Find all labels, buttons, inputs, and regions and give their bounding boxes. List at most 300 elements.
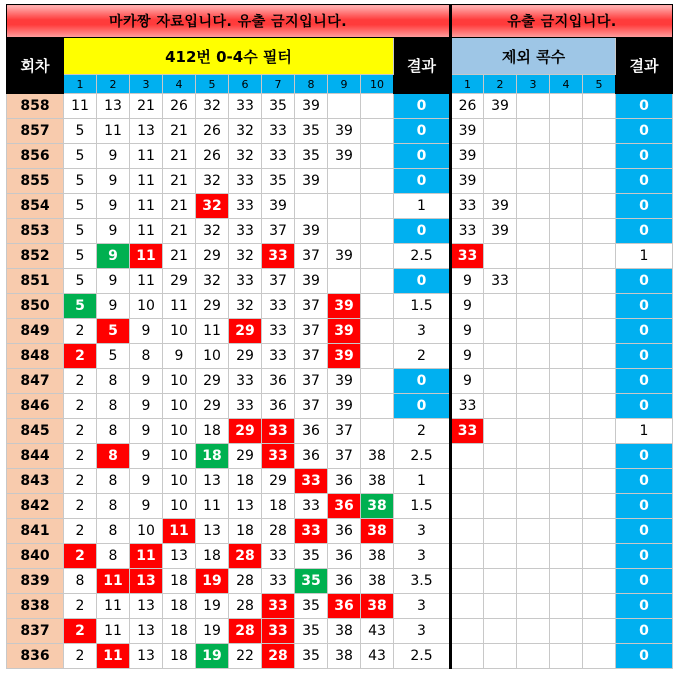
- filter-number-cell: 29: [163, 269, 196, 294]
- excluded-col-number: 3: [517, 75, 550, 94]
- result-header-2: 결과: [616, 38, 673, 94]
- filter-number-cell: [328, 94, 361, 119]
- filter-number-cell: 8: [97, 519, 130, 544]
- filter-number-cell: [328, 194, 361, 219]
- table-row: [7, 194, 673, 219]
- filter-number-cell: 36: [328, 569, 361, 594]
- filter-number-cell: 11: [196, 319, 229, 344]
- excluded-number-cell: [583, 394, 616, 419]
- excluded-number-cell: [517, 569, 550, 594]
- result-cell-2: 0: [616, 619, 673, 644]
- filter-number-cell: 39: [328, 144, 361, 169]
- filter-number-cell: 9: [130, 494, 163, 519]
- filter-number-cell: 9: [130, 319, 163, 344]
- result-cell-2: 0: [616, 94, 673, 119]
- table-row: [7, 644, 673, 669]
- filter-number-cell: 35: [295, 594, 328, 619]
- filter-number-cell: 37: [262, 269, 295, 294]
- filter-number-cell: 28: [229, 594, 262, 619]
- filter-number-cell: 37: [295, 244, 328, 269]
- filter-number-cell: 38: [361, 544, 394, 569]
- excluded-number-cell: [550, 219, 583, 244]
- excluded-number-cell: [550, 119, 583, 144]
- table-row: [7, 419, 673, 444]
- filter-number-cell: 19: [196, 569, 229, 594]
- table-row: [7, 369, 673, 394]
- filter-col-number: 9: [328, 75, 361, 94]
- filter-number-cell: 37: [295, 319, 328, 344]
- excluded-number-cell: [517, 94, 550, 119]
- excluded-number-cell: [484, 294, 517, 319]
- excluded-number-cell: [583, 619, 616, 644]
- filter-number-cell: 21: [163, 219, 196, 244]
- excluded-number-cell: [484, 544, 517, 569]
- filter-number-cell: 36: [262, 369, 295, 394]
- filter-number-cell: [361, 419, 394, 444]
- filter-col-number: 8: [295, 75, 328, 94]
- filter-number-cell: 32: [196, 269, 229, 294]
- excluded-number-cell: [517, 469, 550, 494]
- round-number: 851: [7, 269, 64, 294]
- excluded-number-cell: [550, 144, 583, 169]
- filter-number-cell: 21: [163, 194, 196, 219]
- filter-number-cell: 11: [130, 244, 163, 269]
- filter-number-cell: 26: [163, 94, 196, 119]
- filter-number-cell: 33: [229, 94, 262, 119]
- filter-number-cell: 36: [328, 494, 361, 519]
- filter-number-cell: 9: [130, 369, 163, 394]
- excluded-number-cell: 39: [451, 169, 484, 194]
- excluded-number-cell: [583, 444, 616, 469]
- filter-number-cell: 29: [229, 444, 262, 469]
- filter-number-cell: 8: [97, 469, 130, 494]
- filter-number-cell: 32: [196, 169, 229, 194]
- round-number: 845: [7, 419, 64, 444]
- filter-number-cell: 5: [64, 269, 97, 294]
- excluded-number-cell: [517, 294, 550, 319]
- filter-number-cell: 2: [64, 394, 97, 419]
- filter-number-cell: 2: [64, 344, 97, 369]
- filter-number-cell: [361, 319, 394, 344]
- filter-number-cell: 39: [262, 194, 295, 219]
- filter-number-cell: 35: [262, 169, 295, 194]
- filter-number-cell: 10: [196, 344, 229, 369]
- result-cell: 2.5: [394, 644, 451, 669]
- filter-number-cell: 13: [163, 544, 196, 569]
- filter-number-cell: 33: [262, 544, 295, 569]
- filter-number-cell: 38: [361, 469, 394, 494]
- excluded-number-cell: [517, 144, 550, 169]
- filter-number-cell: 33: [262, 119, 295, 144]
- result-cell-2: 0: [616, 494, 673, 519]
- filter-number-cell: 33: [262, 344, 295, 369]
- round-number: 846: [7, 394, 64, 419]
- filter-number-cell: [328, 169, 361, 194]
- result-cell-2: 0: [616, 644, 673, 669]
- filter-number-cell: 13: [229, 494, 262, 519]
- excluded-number-cell: [550, 494, 583, 519]
- filter-col-number: 10: [361, 75, 394, 94]
- excluded-number-cell: [517, 444, 550, 469]
- filter-col-number: 7: [262, 75, 295, 94]
- table-row: [7, 344, 673, 369]
- result-cell: 2.5: [394, 244, 451, 269]
- excluded-number-cell: [451, 569, 484, 594]
- filter-number-cell: 36: [262, 394, 295, 419]
- excluded-number-cell: [517, 594, 550, 619]
- filter-number-cell: 5: [64, 294, 97, 319]
- excluded-number-cell: [484, 569, 517, 594]
- table-row: [7, 619, 673, 644]
- excluded-number-cell: 39: [484, 194, 517, 219]
- result-cell: 2: [394, 344, 451, 369]
- filter-number-cell: 33: [262, 244, 295, 269]
- filter-number-cell: 33: [262, 569, 295, 594]
- filter-number-cell: 10: [163, 444, 196, 469]
- excluded-number-cell: [583, 269, 616, 294]
- round-number: 842: [7, 494, 64, 519]
- filter-number-cell: 29: [196, 369, 229, 394]
- filter-number-cell: 9: [97, 269, 130, 294]
- filter-number-cell: 18: [163, 594, 196, 619]
- filter-number-cell: [295, 194, 328, 219]
- result-cell-2: 0: [616, 594, 673, 619]
- filter-number-cell: 39: [328, 119, 361, 144]
- filter-number-cell: 29: [196, 394, 229, 419]
- filter-number-cell: 5: [97, 319, 130, 344]
- result-cell-2: 0: [616, 144, 673, 169]
- table-row: [7, 244, 673, 269]
- filter-number-cell: 29: [262, 469, 295, 494]
- filter-number-cell: 19: [196, 619, 229, 644]
- filter-col-number: 5: [196, 75, 229, 94]
- result-cell: 0: [394, 119, 451, 144]
- result-cell: 0: [394, 144, 451, 169]
- excluded-number-cell: [451, 544, 484, 569]
- result-cell: 3: [394, 319, 451, 344]
- filter-number-cell: 11: [97, 119, 130, 144]
- round-number: 850: [7, 294, 64, 319]
- filter-number-cell: 11: [97, 644, 130, 669]
- filter-number-cell: [328, 219, 361, 244]
- filter-number-cell: 18: [196, 419, 229, 444]
- filter-number-cell: 21: [163, 119, 196, 144]
- filter-number-cell: 39: [295, 94, 328, 119]
- filter-number-cell: 36: [328, 544, 361, 569]
- result-cell: 3.5: [394, 569, 451, 594]
- filter-number-cell: 5: [64, 144, 97, 169]
- excluded-number-cell: [583, 219, 616, 244]
- excluded-number-cell: [517, 644, 550, 669]
- excluded-number-cell: [550, 319, 583, 344]
- filter-number-cell: 11: [163, 519, 196, 544]
- result-cell: 1.5: [394, 494, 451, 519]
- result-cell: 0: [394, 269, 451, 294]
- filter-number-cell: 2: [64, 594, 97, 619]
- filter-number-cell: 9: [130, 394, 163, 419]
- excluded-number-cell: [484, 394, 517, 419]
- filter-number-cell: 2: [64, 444, 97, 469]
- round-number: 847: [7, 369, 64, 394]
- filter-number-cell: 5: [97, 344, 130, 369]
- excluded-number-cell: [550, 469, 583, 494]
- banner-right: 유출 금지입니다.: [451, 5, 673, 38]
- filter-number-cell: 18: [229, 469, 262, 494]
- excluded-number-cell: [583, 94, 616, 119]
- excluded-number-cell: 9: [451, 319, 484, 344]
- excluded-number-cell: [517, 369, 550, 394]
- excluded-number-cell: [517, 344, 550, 369]
- filter-number-cell: [361, 194, 394, 219]
- filter-number-cell: 22: [229, 644, 262, 669]
- excluded-number-cell: 39: [484, 219, 517, 244]
- filter-number-cell: 33: [262, 419, 295, 444]
- filter-number-cell: 33: [295, 469, 328, 494]
- filter-number-cell: 28: [262, 644, 295, 669]
- table-row: [7, 544, 673, 569]
- excluded-number-cell: [484, 169, 517, 194]
- table-row: [7, 569, 673, 594]
- excluded-number-cell: [583, 144, 616, 169]
- filter-number-cell: 29: [229, 419, 262, 444]
- filter-number-cell: 29: [229, 344, 262, 369]
- filter-number-cell: 39: [295, 219, 328, 244]
- excluded-number-cell: [550, 594, 583, 619]
- excluded-number-cell: 33: [484, 269, 517, 294]
- filter-number-cell: 18: [196, 544, 229, 569]
- filter-number-cell: 10: [163, 494, 196, 519]
- result-cell-2: 0: [616, 544, 673, 569]
- excluded-number-cell: [583, 369, 616, 394]
- filter-number-cell: 21: [163, 244, 196, 269]
- excluded-number-cell: [583, 644, 616, 669]
- excluded-number-cell: 33: [451, 244, 484, 269]
- result-cell: 3: [394, 544, 451, 569]
- filter-number-cell: [361, 269, 394, 294]
- excluded-number-cell: [517, 119, 550, 144]
- filter-number-cell: 38: [361, 494, 394, 519]
- filter-col-number: 6: [229, 75, 262, 94]
- filter-number-cell: 35: [295, 569, 328, 594]
- filter-number-cell: 9: [130, 469, 163, 494]
- excluded-number-cell: [550, 344, 583, 369]
- filter-number-cell: 5: [64, 119, 97, 144]
- excluded-number-cell: [451, 519, 484, 544]
- filter-number-cell: 11: [130, 544, 163, 569]
- excluded-number-cell: [583, 169, 616, 194]
- result-cell-2: 1: [616, 419, 673, 444]
- excluded-number-cell: [517, 244, 550, 269]
- filter-number-cell: 33: [229, 394, 262, 419]
- excluded-number-cell: [517, 419, 550, 444]
- result-cell: 0: [394, 94, 451, 119]
- filter-number-cell: 26: [196, 119, 229, 144]
- excluded-number-cell: [583, 569, 616, 594]
- excluded-number-cell: [550, 644, 583, 669]
- filter-number-cell: 11: [64, 94, 97, 119]
- filter-number-cell: [361, 94, 394, 119]
- filter-number-cell: 33: [295, 494, 328, 519]
- table-row: [7, 444, 673, 469]
- excluded-col-number: 2: [484, 75, 517, 94]
- table-row: [7, 394, 673, 419]
- filter-number-cell: 32: [229, 119, 262, 144]
- table-row: [7, 519, 673, 544]
- result-cell: 0: [394, 369, 451, 394]
- filter-number-cell: 10: [163, 419, 196, 444]
- filter-number-cell: 43: [361, 619, 394, 644]
- excluded-number-cell: [484, 469, 517, 494]
- result-cell: 1.5: [394, 294, 451, 319]
- filter-number-cell: 35: [295, 144, 328, 169]
- filter-col-number: 3: [130, 75, 163, 94]
- round-number: 857: [7, 119, 64, 144]
- filter-number-cell: 32: [229, 294, 262, 319]
- result-cell-2: 1: [616, 244, 673, 269]
- filter-number-cell: 2: [64, 369, 97, 394]
- filter-number-cell: [361, 244, 394, 269]
- filter-number-cell: 11: [196, 494, 229, 519]
- excluded-number-cell: [583, 119, 616, 144]
- filter-number-cell: 38: [328, 619, 361, 644]
- filter-number-cell: 37: [328, 444, 361, 469]
- filter-number-cell: 39: [328, 394, 361, 419]
- filter-number-cell: 11: [97, 569, 130, 594]
- excluded-number-cell: [484, 144, 517, 169]
- filter-number-cell: 21: [163, 169, 196, 194]
- round-number: 854: [7, 194, 64, 219]
- round-number: 853: [7, 219, 64, 244]
- filter-number-cell: 33: [262, 594, 295, 619]
- excluded-number-cell: [517, 619, 550, 644]
- excluded-number-cell: [451, 494, 484, 519]
- excluded-number-cell: [484, 319, 517, 344]
- filter-number-cell: 8: [97, 394, 130, 419]
- excluded-number-cell: 33: [451, 419, 484, 444]
- excluded-number-cell: [484, 344, 517, 369]
- excluded-number-cell: [517, 394, 550, 419]
- round-number: 852: [7, 244, 64, 269]
- filter-number-cell: 39: [295, 169, 328, 194]
- filter-title: 412번 0-4수 필터: [64, 38, 394, 75]
- filter-number-cell: 8: [130, 344, 163, 369]
- filter-col-number: 4: [163, 75, 196, 94]
- excluded-col-number: 5: [583, 75, 616, 94]
- filter-number-cell: 33: [229, 169, 262, 194]
- excluded-number-cell: [583, 544, 616, 569]
- result-cell-2: 0: [616, 219, 673, 244]
- excluded-number-cell: [517, 519, 550, 544]
- excluded-number-cell: [583, 419, 616, 444]
- filter-number-cell: 10: [130, 519, 163, 544]
- filter-number-cell: [361, 169, 394, 194]
- filter-number-cell: 2: [64, 469, 97, 494]
- filter-number-cell: [361, 219, 394, 244]
- excluded-number-cell: 26: [451, 94, 484, 119]
- result-cell-2: 0: [616, 469, 673, 494]
- excluded-number-cell: 9: [451, 344, 484, 369]
- filter-number-cell: 35: [295, 619, 328, 644]
- filter-number-cell: 43: [361, 644, 394, 669]
- filter-number-cell: 35: [295, 644, 328, 669]
- filter-number-cell: 13: [130, 594, 163, 619]
- filter-number-cell: 5: [64, 194, 97, 219]
- filter-number-cell: 32: [196, 194, 229, 219]
- result-cell: 0: [394, 169, 451, 194]
- result-cell-2: 0: [616, 344, 673, 369]
- filter-number-cell: 36: [295, 419, 328, 444]
- filter-number-cell: 2: [64, 319, 97, 344]
- excluded-number-cell: [484, 619, 517, 644]
- round-number: 837: [7, 619, 64, 644]
- excluded-number-cell: [550, 94, 583, 119]
- excluded-number-cell: [550, 369, 583, 394]
- result-cell: 3: [394, 594, 451, 619]
- filter-number-cell: 9: [97, 194, 130, 219]
- filter-number-cell: 39: [295, 269, 328, 294]
- excluded-number-cell: 9: [451, 369, 484, 394]
- filter-number-cell: [328, 269, 361, 294]
- table-row: [7, 144, 673, 169]
- round-number: 848: [7, 344, 64, 369]
- excluded-number-cell: [550, 194, 583, 219]
- filter-number-cell: 11: [130, 269, 163, 294]
- filter-number-cell: 37: [295, 369, 328, 394]
- filter-number-cell: 19: [196, 594, 229, 619]
- filter-number-cell: 33: [262, 294, 295, 319]
- filter-number-cell: 21: [130, 94, 163, 119]
- lotto-filter-sheet: [6, 4, 673, 669]
- filter-number-cell: 13: [130, 569, 163, 594]
- excluded-number-cell: 33: [451, 194, 484, 219]
- filter-number-cell: 36: [328, 519, 361, 544]
- filter-number-cell: [361, 369, 394, 394]
- filter-number-cell: 8: [97, 444, 130, 469]
- filter-number-cell: 21: [163, 144, 196, 169]
- filter-number-cell: 32: [196, 94, 229, 119]
- result-cell: 3: [394, 619, 451, 644]
- filter-number-cell: 38: [361, 519, 394, 544]
- filter-number-cell: 36: [295, 444, 328, 469]
- excluded-number-cell: [484, 519, 517, 544]
- filter-col-number: 1: [64, 75, 97, 94]
- filter-number-cell: 38: [361, 594, 394, 619]
- excluded-number-cell: [583, 294, 616, 319]
- excluded-number-cell: [583, 194, 616, 219]
- result-cell-2: 0: [616, 119, 673, 144]
- filter-number-cell: 38: [361, 444, 394, 469]
- excluded-number-cell: [583, 469, 616, 494]
- filter-number-cell: 11: [97, 619, 130, 644]
- round-number: 841: [7, 519, 64, 544]
- filter-number-cell: 13: [130, 619, 163, 644]
- excluded-number-cell: [517, 269, 550, 294]
- filter-number-cell: 8: [97, 369, 130, 394]
- filter-number-cell: 32: [229, 244, 262, 269]
- filter-number-cell: 29: [196, 294, 229, 319]
- filter-number-cell: 13: [130, 119, 163, 144]
- excluded-number-cell: [517, 319, 550, 344]
- filter-number-cell: 9: [130, 419, 163, 444]
- round-number: 838: [7, 594, 64, 619]
- filter-number-cell: 11: [130, 194, 163, 219]
- excluded-number-cell: 9: [451, 294, 484, 319]
- filter-number-cell: 9: [163, 344, 196, 369]
- filter-number-cell: 33: [262, 319, 295, 344]
- filter-number-cell: 5: [64, 244, 97, 269]
- excluded-number-cell: [517, 194, 550, 219]
- filter-number-cell: 28: [262, 519, 295, 544]
